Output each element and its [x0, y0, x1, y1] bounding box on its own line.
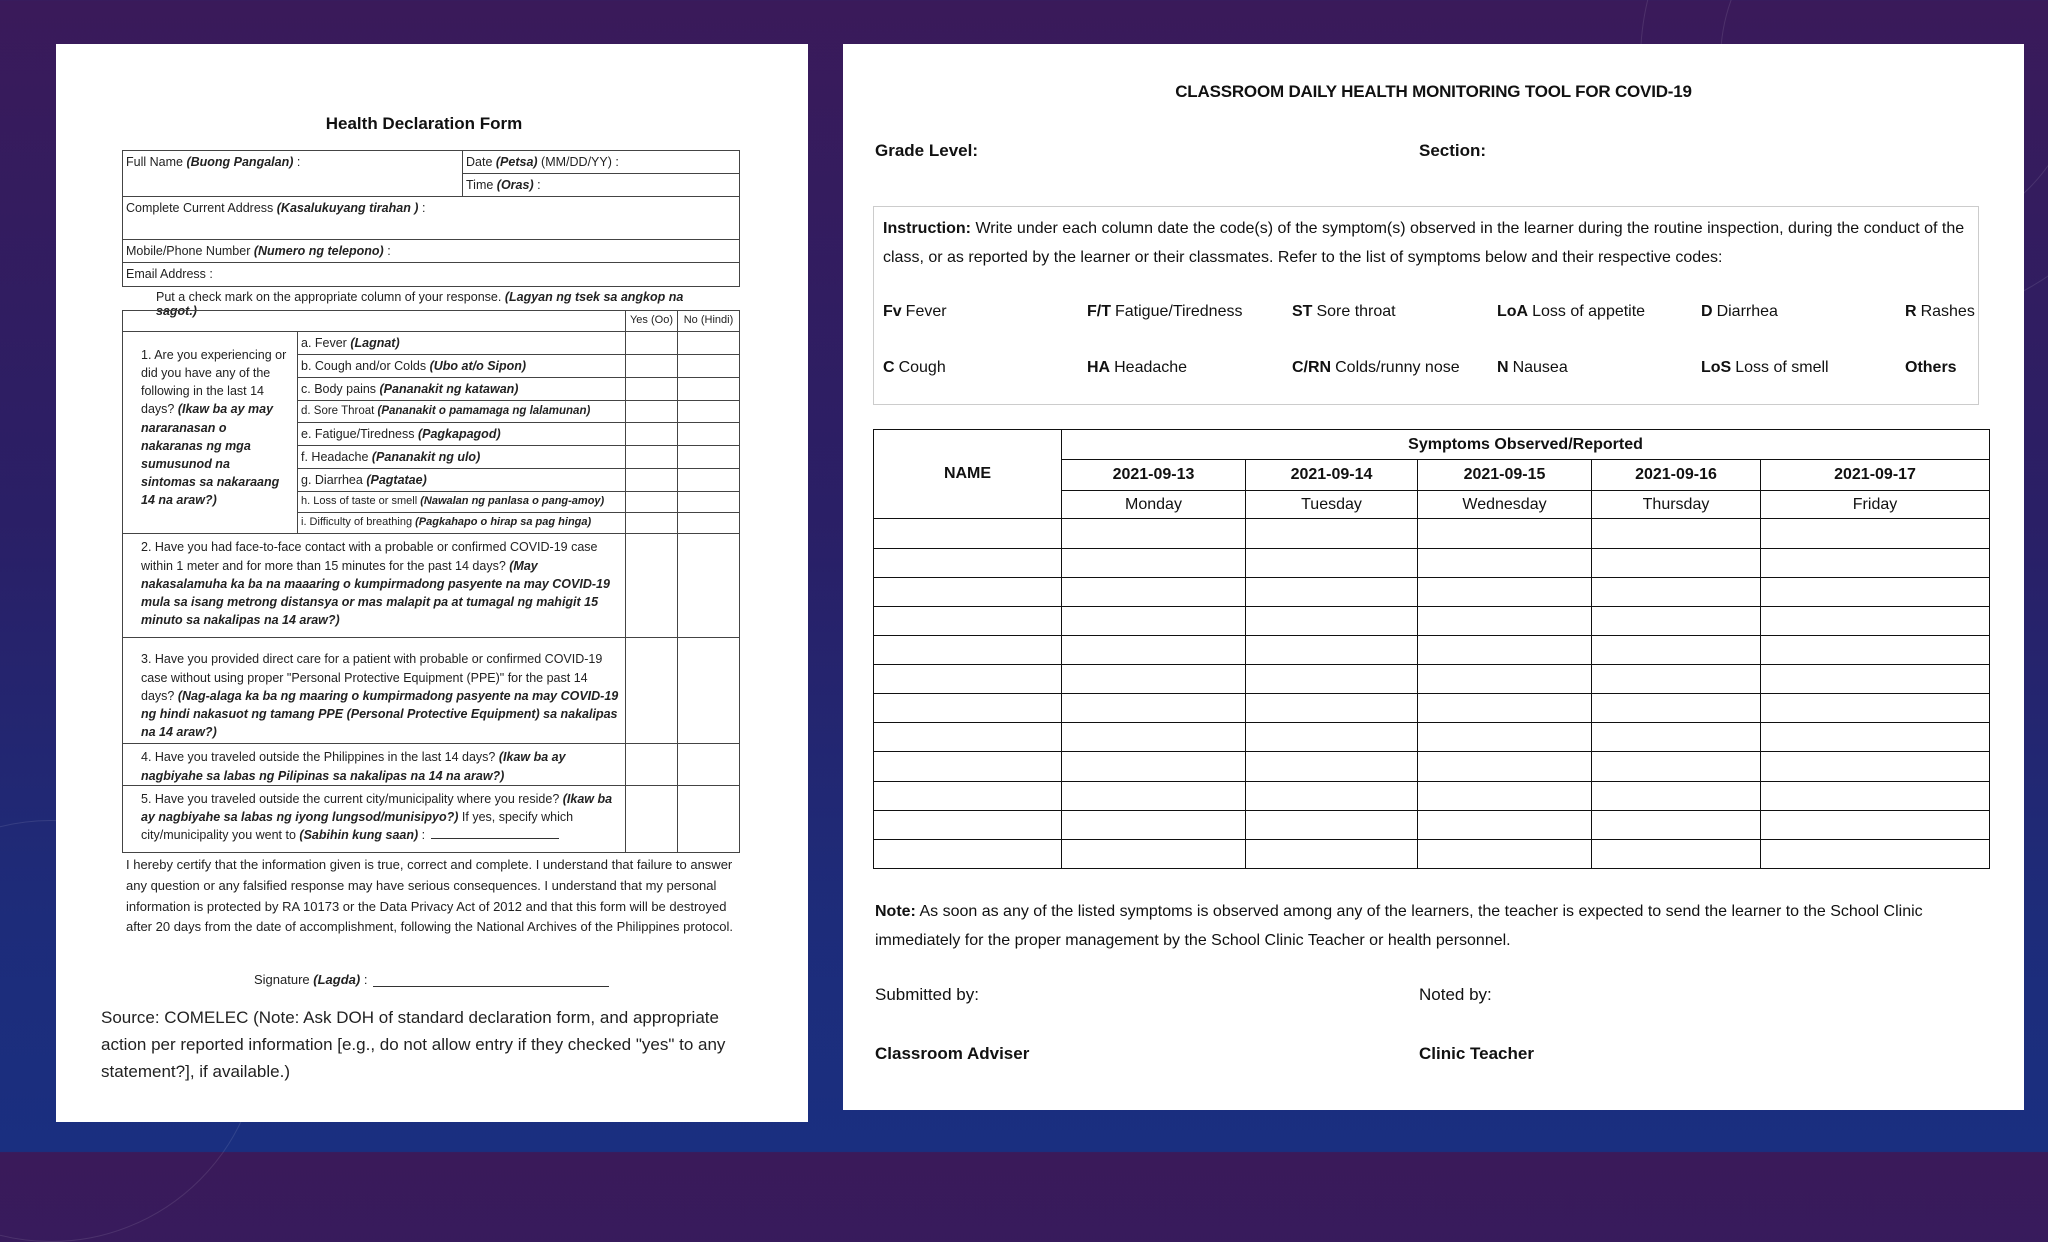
- yes-checkbox[interactable]: [626, 785, 678, 852]
- symptom-item: b. Cough and/or Colds (Ubo at/o Sipon): [298, 355, 626, 378]
- table-row: [874, 519, 1990, 548]
- no-checkbox[interactable]: [678, 638, 740, 744]
- mobile-field[interactable]: Mobile/Phone Number (Numero ng telepono) :: [123, 240, 740, 263]
- no-checkbox[interactable]: [678, 332, 740, 355]
- question-3: 3. Have you provided direct care for a patient with probable or confirmed COVID-19 case without using proper "Personal Protective Equipment (PPE)" for the past 14 days? (Nag-alaga ka ba ng maaring o kumpirmadong pasyente na may COVID-19 ng hindi nakasuot ng tamang PPE (Personal Protective Equipment) sa nakalipas na 14 araw?): [123, 638, 626, 744]
- yes-checkbox[interactable]: [626, 423, 678, 446]
- symptom-code: C Cough: [883, 359, 946, 376]
- yes-checkbox[interactable]: [626, 513, 678, 534]
- learner-name-cell[interactable]: [874, 694, 1062, 723]
- personal-info-table: [122, 150, 740, 287]
- symptom-item: g. Diarrhea (Pagtatae): [298, 469, 626, 492]
- learner-name-cell[interactable]: [874, 548, 1062, 577]
- no-checkbox[interactable]: [678, 534, 740, 638]
- symptom-entry-cell[interactable]: [1761, 723, 1990, 752]
- learner-name-cell[interactable]: [874, 519, 1062, 548]
- symptom-entry-cell[interactable]: [1592, 723, 1761, 752]
- symptom-entry-cell[interactable]: [1761, 635, 1990, 664]
- symptom-code: C/RN Colds/runny nose: [1292, 359, 1460, 376]
- yes-column-header: Yes (Oo): [626, 311, 678, 332]
- table-row: [874, 839, 1990, 868]
- monitoring-table: [873, 429, 1990, 869]
- table-row: [874, 694, 1990, 723]
- symptom-item: e. Fatigue/Tiredness (Pagkapagod): [298, 423, 626, 446]
- clinic-teacher-label: Clinic Teacher: [1419, 1044, 1534, 1063]
- yes-checkbox[interactable]: [626, 355, 678, 378]
- day-header: Wednesday: [1418, 491, 1592, 519]
- no-checkbox[interactable]: [678, 355, 740, 378]
- symptom-entry-cell[interactable]: [1418, 723, 1592, 752]
- symptom-code: F/T Fatigue/Tiredness: [1087, 303, 1243, 320]
- symptom-entry-cell[interactable]: [1592, 635, 1761, 664]
- learner-name-cell[interactable]: [874, 752, 1062, 781]
- day-header: Friday: [1761, 491, 1990, 519]
- symptom-entry-cell[interactable]: [1592, 519, 1761, 548]
- date-header: 2021-09-16: [1592, 460, 1761, 491]
- symptom-entry-cell[interactable]: [1062, 635, 1246, 664]
- symptom-entry-cell[interactable]: [1246, 839, 1418, 868]
- symptom-entry-cell[interactable]: [1761, 519, 1990, 548]
- symptom-entry-cell[interactable]: [1418, 606, 1592, 635]
- symptom-entry-cell[interactable]: [1418, 781, 1592, 810]
- symptom-item: d. Sore Throat (Pananakit o pamamaga ng lalamunan): [298, 401, 626, 423]
- symptom-code: N Nausea: [1497, 359, 1568, 376]
- learner-name-cell[interactable]: [874, 606, 1062, 635]
- symptom-entry-cell[interactable]: [1246, 606, 1418, 635]
- note-text: Note: As soon as any of the listed symptoms is observed among any of the learners, the teacher is expected to send the learner to the School Clinic immediately for the proper management by the School Clinic Teacher or health personnel.: [875, 903, 1923, 949]
- symptom-entry-cell[interactable]: [1761, 548, 1990, 577]
- symptom-entry-cell[interactable]: [1246, 810, 1418, 839]
- yes-checkbox[interactable]: [626, 446, 678, 469]
- signature-line: Signature (Lagda) :: [254, 972, 609, 987]
- check-instruction: Put a check mark on the appropriate column of your response. (Lagyan ng tsek sa angkop na sagot.): [156, 290, 684, 318]
- symptom-entry-cell[interactable]: [1592, 752, 1761, 781]
- symptom-code: R Rashes: [1905, 303, 1975, 320]
- symptom-entry-cell[interactable]: [1062, 781, 1246, 810]
- learner-name-cell[interactable]: [874, 839, 1062, 868]
- table-row: [874, 635, 1990, 664]
- table-row: [874, 810, 1990, 839]
- city-blank[interactable]: [431, 838, 559, 839]
- symptom-entry-cell[interactable]: [1761, 665, 1990, 694]
- symptom-item: a. Fever (Lagnat): [298, 332, 626, 355]
- symptom-entry-cell[interactable]: [1246, 723, 1418, 752]
- symptom-code: Others: [1905, 359, 1957, 376]
- symptom-code: ST Sore throat: [1292, 303, 1396, 320]
- symptom-entry-cell[interactable]: [1062, 519, 1246, 548]
- address-field[interactable]: Complete Current Address (Kasalukuyang tirahan ) :: [123, 197, 740, 240]
- symptom-entry-cell[interactable]: [1761, 752, 1990, 781]
- symptom-entry-cell[interactable]: [1062, 606, 1246, 635]
- date-header: 2021-09-17: [1761, 460, 1990, 491]
- learner-name-cell[interactable]: [874, 665, 1062, 694]
- full-name-field[interactable]: Full Name (Buong Pangalan) :: [123, 151, 463, 197]
- day-header: Monday: [1062, 491, 1246, 519]
- no-column-header: No (Hindi): [678, 311, 740, 332]
- source-note: Source: COMELEC (Note: Ask DOH of standard declaration form, and appropriate action per reported information [e.g., do not allow entry if they checked "yes" to any statement?], if available.): [101, 1008, 726, 1082]
- symptom-entry-cell[interactable]: [1592, 577, 1761, 606]
- question-1: 1. Are you experiencing or did you have any of the following in the last 14 days? (Ikaw ba ay may nararanasan o nakaranas ng mga sumusunod na sintomas sa nakaraang 14 na araw?): [123, 332, 298, 534]
- symptom-entry-cell[interactable]: [1592, 694, 1761, 723]
- yes-checkbox[interactable]: [626, 469, 678, 492]
- questions-table: [122, 310, 740, 853]
- symptom-entry-cell[interactable]: [1062, 665, 1246, 694]
- symptom-item: f. Headache (Pananakit ng ulo): [298, 446, 626, 469]
- symptom-item: h. Loss of taste or smell (Nawalan ng panlasa o pang-amoy): [298, 492, 626, 513]
- learner-name-cell[interactable]: [874, 781, 1062, 810]
- submitted-by-label: Submitted by:: [875, 985, 979, 1004]
- symptom-entry-cell[interactable]: [1062, 694, 1246, 723]
- symptom-entry-cell[interactable]: [1246, 781, 1418, 810]
- symptom-entry-cell[interactable]: [1062, 548, 1246, 577]
- symptom-entry-cell[interactable]: [1418, 635, 1592, 664]
- symptom-entry-cell[interactable]: [1062, 723, 1246, 752]
- no-checkbox[interactable]: [678, 469, 740, 492]
- symptom-entry-cell[interactable]: [1761, 839, 1990, 868]
- no-checkbox[interactable]: [678, 492, 740, 513]
- yes-checkbox[interactable]: [626, 744, 678, 785]
- tool-title: CLASSROOM DAILY HEALTH MONITORING TOOL FOR COVID-19: [1175, 82, 1692, 101]
- instruction-text: Instruction: Write under each column date the code(s) of the symptom(s) observed in the learner during the routine inspection, during the conduct of the class, or as reported by the learner or their classmates. Refer to the list of symptoms below and their respective codes:: [883, 220, 1965, 266]
- symptom-entry-cell[interactable]: [1592, 548, 1761, 577]
- symptom-entry-cell[interactable]: [1418, 665, 1592, 694]
- symptom-entry-cell[interactable]: [1592, 810, 1761, 839]
- symptom-entry-cell[interactable]: [1592, 665, 1761, 694]
- date-header: 2021-09-15: [1418, 460, 1592, 491]
- symptom-entry-cell[interactable]: [1246, 548, 1418, 577]
- instruction-box: [873, 206, 1979, 405]
- symptoms-group-header: Symptoms Observed/Reported: [1062, 430, 1990, 460]
- section-label: Section:: [1419, 141, 1487, 160]
- no-checkbox[interactable]: [678, 744, 740, 785]
- learner-name-cell[interactable]: [874, 723, 1062, 752]
- question-4: 4. Have you traveled outside the Philippines in the last 14 days? (Ikaw ba ay nagbiyahe sa labas ng Pilipinas sa nakalipas na 14 na araw?): [123, 744, 626, 785]
- symptom-entry-cell[interactable]: [1062, 839, 1246, 868]
- time-field[interactable]: Time (Oras) :: [463, 174, 740, 197]
- symptom-entry-cell[interactable]: [1418, 548, 1592, 577]
- yes-checkbox[interactable]: [626, 638, 678, 744]
- grade-level-label: Grade Level:: [875, 141, 978, 160]
- yes-checkbox[interactable]: [626, 332, 678, 355]
- yes-checkbox[interactable]: [626, 401, 678, 423]
- day-header: Thursday: [1592, 491, 1761, 519]
- learner-name-cell[interactable]: [874, 577, 1062, 606]
- table-row: [874, 577, 1990, 606]
- form-title: Health Declaration Form: [325, 114, 523, 133]
- symptom-entry-cell[interactable]: [1761, 781, 1990, 810]
- symptom-item: i. Difficulty of breathing (Pagkahapo o hirap sa pag hinga): [298, 513, 626, 534]
- table-row: [874, 752, 1990, 781]
- certification-text: I hereby certify that the information given is true, correct and complete. I understand that failure to answer any question or any falsified response may have serious consequences. I understand that my personal information is protected by RA 10173 or the Data Privacy Act of 2012 and that this form will be destroyed after 20 days from the date of accomplishment, following the National Archives of the Philippines protocol.: [126, 857, 733, 935]
- symptom-entry-cell[interactable]: [1592, 839, 1761, 868]
- symptom-entry-cell[interactable]: [1761, 694, 1990, 723]
- no-checkbox[interactable]: [678, 423, 740, 446]
- symptom-entry-cell[interactable]: [1418, 577, 1592, 606]
- day-header: Tuesday: [1246, 491, 1418, 519]
- date-header: 2021-09-14: [1246, 460, 1418, 491]
- question-2: 2. Have you had face-to-face contact with a probable or confirmed COVID-19 case within 1 meter and for more than 15 minutes for the past 14 days? (May nakasalamuha ka ba na maaaring o kumpirmadong pasyente na may COVID-19 mula sa isang metrong distansya or mas malapit pa at tumagal ng mahigit 15 minuto sa nakalipas na 14 araw?): [123, 534, 626, 638]
- learner-name-cell[interactable]: [874, 635, 1062, 664]
- no-checkbox[interactable]: [678, 785, 740, 852]
- yes-checkbox[interactable]: [626, 378, 678, 401]
- no-checkbox[interactable]: [678, 401, 740, 423]
- date-field[interactable]: Date (Petsa) (MM/DD/YY) :: [463, 151, 740, 174]
- symptom-entry-cell[interactable]: [1246, 665, 1418, 694]
- symptom-entry-cell[interactable]: [1246, 635, 1418, 664]
- noted-by-label: Noted by:: [1419, 985, 1492, 1004]
- symptom-entry-cell[interactable]: [1062, 752, 1246, 781]
- symptom-entry-cell[interactable]: [1418, 694, 1592, 723]
- symptom-code: Fv Fever: [883, 303, 947, 320]
- yes-checkbox[interactable]: [626, 534, 678, 638]
- symptom-code: HA Headache: [1087, 359, 1188, 376]
- symptom-entry-cell[interactable]: [1062, 577, 1246, 606]
- symptom-entry-cell[interactable]: [1761, 606, 1990, 635]
- symptom-entry-cell[interactable]: [1418, 519, 1592, 548]
- symptom-entry-cell[interactable]: [1246, 519, 1418, 548]
- table-row: [874, 548, 1990, 577]
- symptom-entry-cell[interactable]: [1592, 781, 1761, 810]
- symptom-entry-cell[interactable]: [1418, 810, 1592, 839]
- monitoring-tool-page: [843, 44, 2024, 1110]
- signature-field[interactable]: [373, 986, 609, 987]
- symptom-code: LoA Loss of appetite: [1497, 303, 1646, 320]
- date-header: 2021-09-13: [1062, 460, 1246, 491]
- symptom-entry-cell[interactable]: [1418, 752, 1592, 781]
- symptom-entry-cell[interactable]: [1062, 810, 1246, 839]
- question-5: 5. Have you traveled outside the current city/municipality where you reside? (Ikaw ba ay nagbiyahe sa labas ng iyong lungsod/munisipyo?) If yes, specify which city/municipality you went to (Sabihin kung saan) :: [123, 785, 626, 852]
- table-row: [874, 606, 1990, 635]
- symptom-item: c. Body pains (Pananakit ng katawan): [298, 378, 626, 401]
- symptom-entry-cell[interactable]: [1246, 577, 1418, 606]
- symptom-entry-cell[interactable]: [1418, 839, 1592, 868]
- symptom-entry-cell[interactable]: [1761, 577, 1990, 606]
- table-row: [874, 723, 1990, 752]
- symptom-entry-cell[interactable]: [1761, 810, 1990, 839]
- symptom-entry-cell[interactable]: [1592, 606, 1761, 635]
- no-checkbox[interactable]: [678, 446, 740, 469]
- classroom-adviser-label: Classroom Adviser: [875, 1044, 1030, 1063]
- symptom-code: D Diarrhea: [1701, 303, 1778, 320]
- no-checkbox[interactable]: [678, 513, 740, 534]
- yes-checkbox[interactable]: [626, 492, 678, 513]
- symptom-entry-cell[interactable]: [1246, 694, 1418, 723]
- table-row: [874, 665, 1990, 694]
- health-declaration-page: [56, 44, 808, 1122]
- symptom-entry-cell[interactable]: [1246, 752, 1418, 781]
- learner-name-cell[interactable]: [874, 810, 1062, 839]
- no-checkbox[interactable]: [678, 378, 740, 401]
- table-row: [874, 781, 1990, 810]
- symptom-code: LoS Loss of smell: [1701, 359, 1829, 376]
- name-column-header: NAME: [874, 430, 1062, 519]
- email-field[interactable]: Email Address :: [123, 263, 740, 286]
